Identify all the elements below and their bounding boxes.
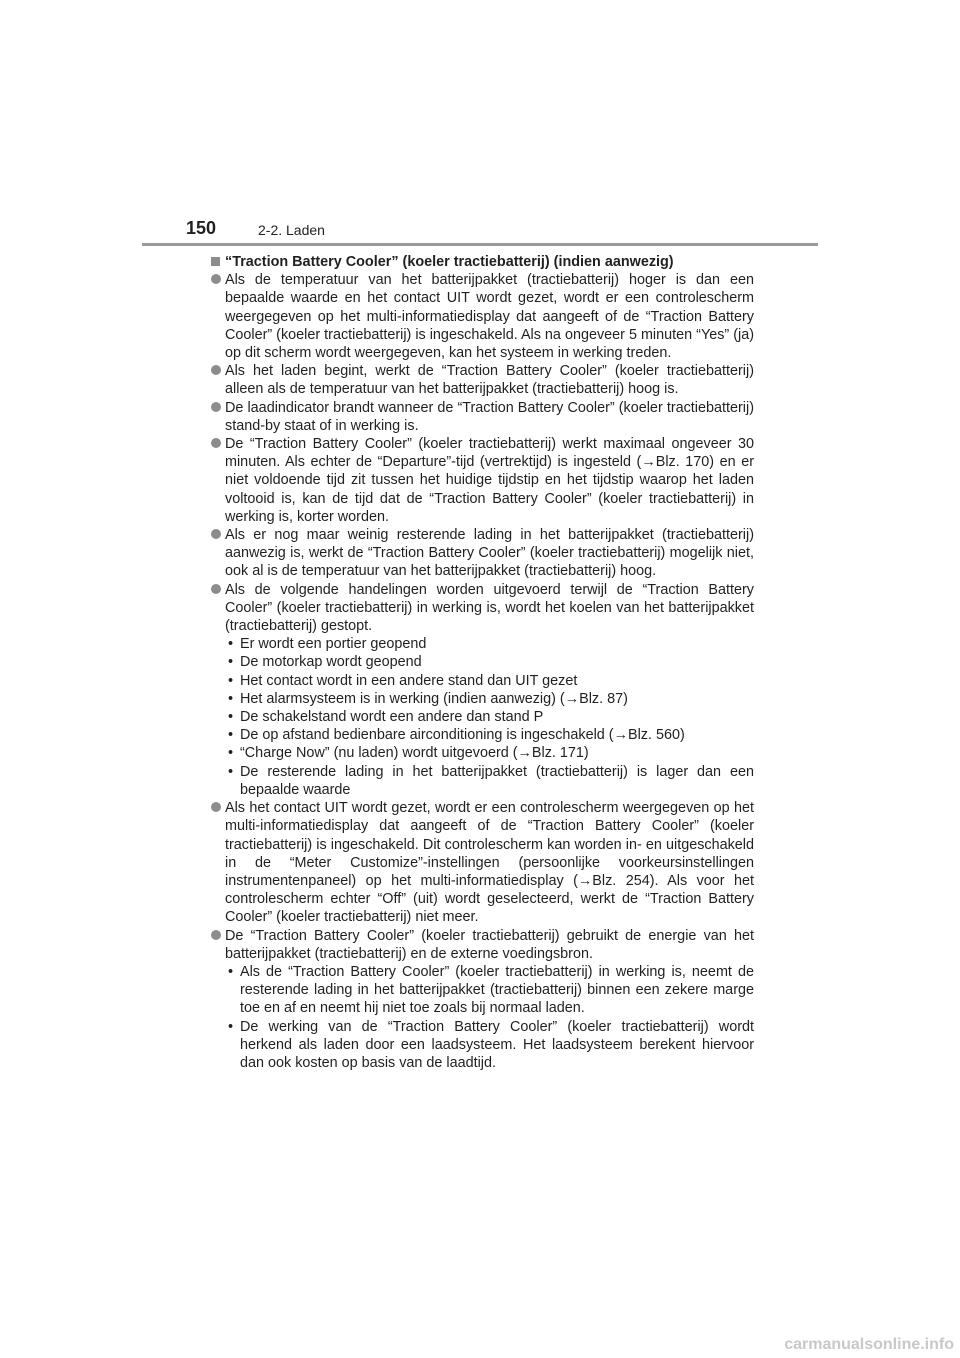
list-item-text: ). Als voor het controlescherm echter “Off” (uit) wordt geselecteerd, werkt de “Traction Battery Cooler” (koeler tractiebatterij) niet meer.: [225, 872, 755, 926]
list-item-text: Als er nog maar weinig resterende lading in het batterijpakket (tractiebatterij) aanwezig is, werkt de “Traction Battery Cooler” (koeler tractiebatterij) mogelijk niet, ook al is de temperatuur van het batterijpakket (tractiebatterij) hoog.: [225, 527, 754, 580]
page-number: 150: [186, 218, 217, 238]
list-item: [210, 271, 754, 362]
list-item: [210, 399, 754, 435]
sub-list-item: • Er wordt een portier geopend: [225, 635, 754, 653]
section-heading-text: “Traction Battery Cooler” (koeler tractiebatterij) (indien aanwezig): [225, 254, 674, 270]
circle-bullet-icon: [211, 402, 221, 412]
list-item-text: Als de temperatuur van het batterijpakket (tractiebatterij) hoger is dan een bepaalde waarde en het contact UIT wordt gezet, wordt er een controlescherm weergegeven op het multi-informatiedisplay dat aangeeft of de “Traction Battery Cooler” (koeler tractiebatterij) is ingeschakeld. Als na ongeveer 5 minuten “Yes” (ja) op dit scherm wordt weergegeven, kan het systeem in werking treden.: [225, 272, 754, 362]
header-divider: [142, 243, 818, 246]
sub-list-item: • De schakelstand wordt een andere dan stand P: [225, 708, 754, 726]
list-item-text: Als het laden begint, werkt de “Traction Battery Cooler” (koeler tractiebatterij) alleen als de temperatuur van het batterijpakket (tractiebatterij) hoog is.: [225, 363, 754, 398]
sub-list: [225, 635, 754, 799]
square-bullet-icon: [211, 257, 220, 266]
page-reference-link[interactable]: →Blz. 254: [577, 872, 650, 889]
sub-list-item: • De motorkap wordt geopend: [225, 653, 754, 671]
sub-list-item: • De op afstand bedienbare airconditioning is ingeschakeld (→Blz. 560): [225, 726, 754, 744]
circle-bullet-icon: [211, 529, 221, 539]
sub-list-item: • Als de “Traction Battery Cooler” (koeler tractiebatterij) in werking is, neemt de resterende lading in het batterijpakket (tractiebatterij) binnen een zekere marge toe en af en neemt hij niet toe zoals bij normaal laden.: [225, 963, 754, 1018]
circle-bullet-icon: [211, 274, 221, 284]
sub-list-item: • De werking van de “Traction Battery Cooler” (koeler tractiebatterij) wordt herkend als laden door een laadsysteem. Het laadsysteem berekent hiervoor dan ook kosten op basis van de laadtijd.: [225, 1018, 754, 1073]
list-item: [210, 362, 754, 398]
content: [210, 253, 754, 1072]
page-header: [0, 0, 960, 250]
sub-list-item: • Het alarmsysteem is in werking (indien aanwezig) (→Blz. 87): [225, 690, 754, 708]
list-item-text: De “Traction Battery Cooler” (koeler tractiebatterij) gebruikt de energie van het batterijpakket (tractiebatterij) en de externe voedingsbron.: [225, 927, 754, 962]
list-item-text: De “Traction Battery Cooler” (koeler tractiebatterij) werkt maximaal ongeveer 30 minuten. Als echter de “Departure”-tijd (vertrektijd) is ingesteld (: [225, 436, 754, 471]
list-item-text: De laadindicator brandt wanneer de “Traction Battery Cooler” (koeler tractiebatterij) stand-by staat of in werking is.: [225, 399, 754, 434]
page-reference-link[interactable]: →Blz. 170: [641, 454, 710, 471]
list-item-text: ) en er niet voldoende tijd zit tussen het huidige tijdstip en het tijdstip waarop het laden voltooid is, kan de tijd dat de “Traction Battery Cooler” (koeler tractiebatterij) in werking is, korter worden.: [225, 454, 754, 525]
list-item: [210, 927, 754, 1073]
section-title: 2-2. Laden: [258, 222, 325, 238]
watermark: carmanualsonline.info: [784, 1336, 954, 1353]
sub-list: [225, 963, 754, 1072]
section-heading: [210, 253, 754, 271]
sub-list-item: • Het contact wordt in een andere stand dan UIT gezet: [225, 672, 754, 690]
list-item: [210, 581, 754, 799]
list-item: [210, 526, 754, 581]
list-item-text: Als de volgende handelingen worden uitgevoerd terwijl de “Traction Battery Cooler” (koeler tractiebatterij) in werking is, wordt het koelen van het batterijpakket (tractiebatterij) gestopt.: [225, 581, 754, 635]
circle-bullet-icon: [211, 802, 221, 812]
sub-list-item: • De resterende lading in het batterijpakket (tractiebatterij) is lager dan een bepaalde waarde: [225, 763, 754, 799]
list-item: [210, 799, 754, 926]
sub-list-item: • “Charge Now” (nu laden) wordt uitgevoerd (→Blz. 171): [225, 744, 754, 762]
circle-bullet-icon: [211, 584, 221, 594]
circle-bullet-icon: [211, 930, 221, 940]
circle-bullet-icon: [211, 365, 221, 375]
list-item-text: Als het contact UIT wordt gezet, wordt er een controlescherm weergegeven op het multi-informatiedisplay dat aangeeft of de “Traction Battery Cooler” (koeler tractiebatterij) is ingeschakeld. Dit controlescherm kan worden in- en uitgeschakeld in de “Meter Customize”-instellingen (persoonlijke voorkeursinstellingen instrumentenpaneel) op het multi-informatiedisplay (: [225, 800, 754, 889]
circle-bullet-icon: [211, 438, 221, 448]
list-item: [210, 435, 754, 526]
